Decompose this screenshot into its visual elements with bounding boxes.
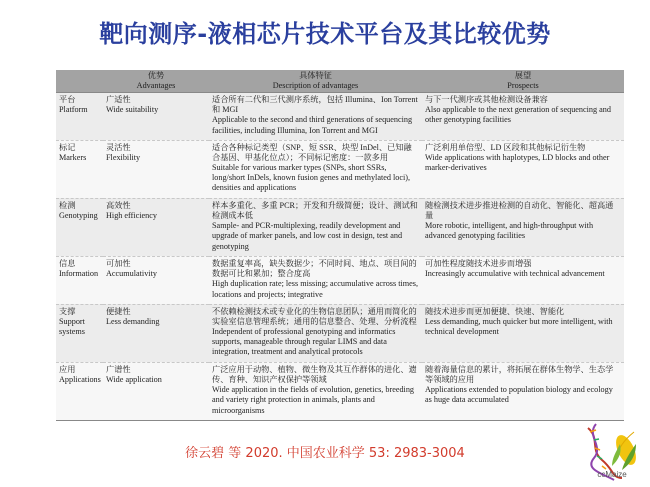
row-advantage: 可加性 Accumulativity xyxy=(103,256,209,304)
row-prospect: 随着海量信息的累计，将拓展在群体生物学、生态学等领域的应用 Applications extended to population biology and ecology as huge data accumulated xyxy=(422,362,624,420)
row-prospect: 广泛利用单倍型、LD 区段和其他标记衍生物 Wide applications with haplotypes, LD blocks and other marker-derivatives xyxy=(422,140,624,198)
row-advantage: 广谱性 Wide application xyxy=(103,362,209,420)
row-description: 广泛应用于动物、植物、微生物及其互作群体的进化、遗传、育种、知识产权保护等领域 Wide application in the fields of evolution, genetics, breeding and variety right protection in animals, plants and microorganisms xyxy=(209,362,422,420)
header-category xyxy=(56,70,103,93)
logo-text: ccMaize xyxy=(597,470,627,479)
table-row-markers xyxy=(56,140,624,198)
row-advantage: 高效性 High efficiency xyxy=(103,198,209,256)
citation: 徐云碧 等 2020. 中国农业科学 53: 2983-3004 xyxy=(185,446,465,461)
row-prospect: 随技术进步而更加便捷、快速、智能化 Less demanding, much quicker but more intelligent, with technical development xyxy=(422,304,624,362)
row-category: 信息 Information xyxy=(56,256,103,304)
row-description: 适合所有二代和三代测序系统，包括 Illumina、Ion Torrent 和 MGI Applicable to the second and third generations of sequencing facilities, including Illumina, Ion Torrent and MGI xyxy=(209,93,422,141)
row-prospect: 与下一代测序或其他检测设备兼容 Also applicable to the next generation of sequencing and other genotyping facilities xyxy=(422,93,624,141)
row-category: 检测 Genotyping xyxy=(56,198,103,256)
header-description: 具体特征 Description of advantages xyxy=(209,70,422,93)
row-advantage: 便捷性 Less demanding xyxy=(103,304,209,362)
header-advantages: 优势 Advantages xyxy=(103,70,209,93)
table-row-applications xyxy=(56,362,624,420)
row-prospect: 随检测技术进步推进检测的自动化、智能化、超高通量 More robotic, intelligent, and high-throughput with advanced genotyping facilities xyxy=(422,198,624,256)
row-description: 不依赖检测技术或专业化的生物信息团队；通用而简化的实验室信息管理系统；通用的信息整合、处理、分析流程 Independent of professional genotyping and informatics supports, manageable through regular LIMS and data integration, treatment and analytical protocols xyxy=(209,304,422,362)
table-row-platform xyxy=(56,93,624,141)
row-advantage: 灵活性 Flexibility xyxy=(103,140,209,198)
table-row-support-systems xyxy=(56,304,624,362)
slide-title: 靶向测序-液相芯片技术平台及其比较优势 xyxy=(99,20,551,48)
row-description: 数据重复率高，缺失数据少；不同时间、地点、项目间的数据可比和累加；整合度高 High duplication rate; less missing; accumulative across times, locations and projects; integrative xyxy=(209,256,422,304)
comparison-table xyxy=(56,70,624,421)
row-description: 适合各种标记类型（SNP、短 SSR、块型 InDel、已知融合基因、甲基化位点）；不同标记密度：一款多用 Suitable for various marker types (SNPs, short SSRs, long/short InDels, known fusion genes and methylated loci), densities and applications xyxy=(209,140,422,198)
table-row-genotyping xyxy=(56,198,624,256)
row-category: 标记 Markers xyxy=(56,140,103,198)
row-category: 支撑 Support systems xyxy=(56,304,103,362)
row-advantage: 广适性 Wide suitability xyxy=(103,93,209,141)
header-prospects: 展望 Prospects xyxy=(422,70,624,93)
comparison-table-container xyxy=(56,70,624,421)
row-category: 平台 Platform xyxy=(56,93,103,141)
row-category: 应用 Applications xyxy=(56,362,103,420)
row-description: 样本多重化、多重 PCR；开发和升级简便；设计、测试和检测成本低 Sample- and PCR-multiplexing, readily development and upgrade of marker panels, and low cost in design, test and genotyping xyxy=(209,198,422,256)
table-header-row xyxy=(56,70,624,93)
table-row-information xyxy=(56,256,624,304)
row-prospect: 可加性程度随技术进步而增强 Increasingly accumulative with technical advancement xyxy=(422,256,624,304)
